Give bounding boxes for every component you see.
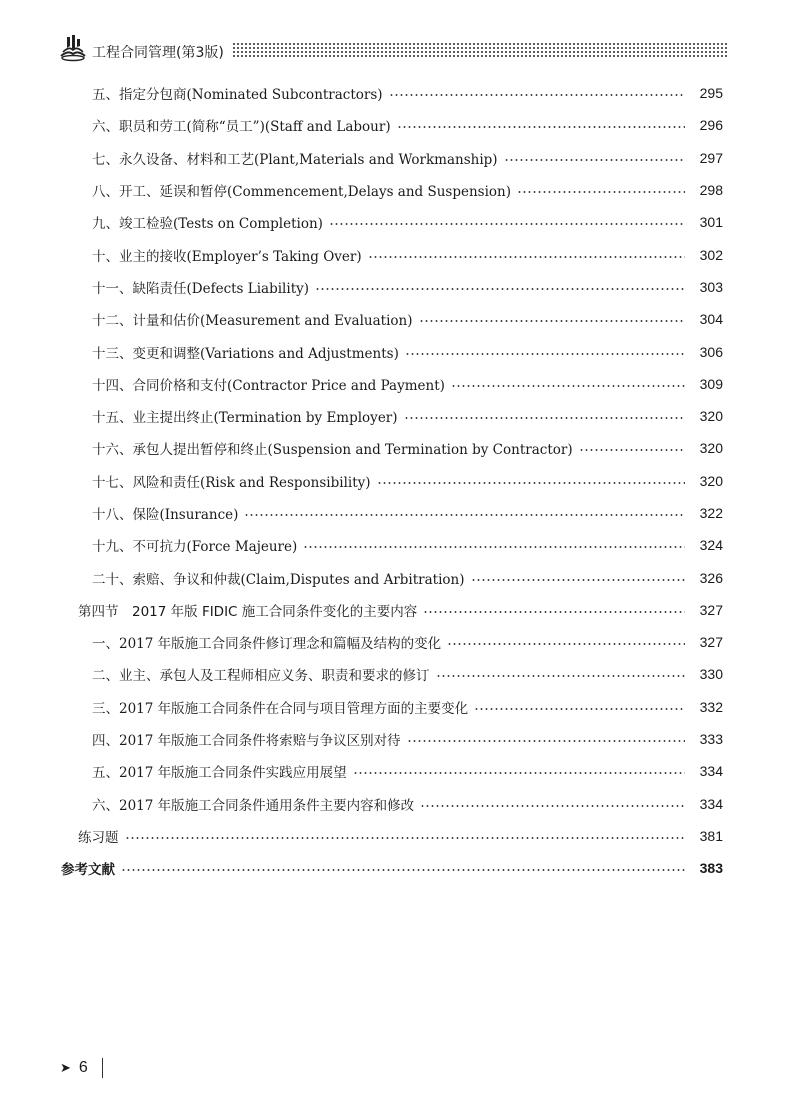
toc-entry-title: 十五、业主提出终止(Termination by Employer) xyxy=(92,410,398,427)
toc-entry[interactable] xyxy=(0,238,790,270)
toc-entry-page: 334 xyxy=(699,763,723,780)
toc-entry-title: 参考文献 xyxy=(61,862,115,879)
toc-entry-page: 334 xyxy=(699,795,723,812)
toc-entry-page: 327 xyxy=(699,634,723,651)
toc-entry-page: 383 xyxy=(699,860,723,877)
toc-entry[interactable] xyxy=(0,755,790,787)
toc-entry[interactable] xyxy=(0,142,790,174)
toc-entry[interactable] xyxy=(0,561,790,593)
toc-dot-leader xyxy=(404,417,685,419)
toc-entry-page: 381 xyxy=(699,827,723,844)
toc-dot-leader xyxy=(517,191,685,193)
toc-entry-title: 十八、保险(Insurance) xyxy=(92,507,239,523)
toc-entry-page: 332 xyxy=(699,698,723,715)
toc-entry[interactable] xyxy=(0,497,790,529)
toc-entry[interactable] xyxy=(0,788,790,820)
toc-entry[interactable] xyxy=(0,368,790,400)
toc-entry-title: 九、竣工检验(Tests on Completion) xyxy=(92,216,323,233)
toc-entry-title: 十六、承包人提出暂停和终止(Suspension and Termination by Contractor) xyxy=(92,442,573,459)
toc-entry-title: 十二、计量和估价(Measurement and Evaluation) xyxy=(92,313,413,330)
toc-entry-page: 320 xyxy=(699,472,723,489)
table-of-contents xyxy=(0,77,790,884)
toc-entry-title: 十一、缺陷责任(Defects Liability) xyxy=(92,280,310,297)
toc-entry[interactable] xyxy=(0,529,790,561)
header-dot-pattern xyxy=(232,42,728,58)
toc-entry-page: 322 xyxy=(699,505,723,521)
running-header xyxy=(58,32,728,62)
toc-dot-leader xyxy=(377,482,685,484)
toc-entry[interactable] xyxy=(0,658,790,690)
toc-entry-title: 六、2017 年版施工合同条件通用条件主要内容和修改 xyxy=(92,797,415,814)
toc-entry-page: 301 xyxy=(699,214,723,231)
toc-entry-page: 333 xyxy=(699,731,723,748)
toc-entry[interactable] xyxy=(0,77,790,109)
footer-divider xyxy=(102,1058,104,1078)
toc-entry[interactable] xyxy=(0,852,790,884)
toc-dot-leader xyxy=(405,353,685,355)
toc-dot-leader xyxy=(368,256,685,258)
toc-dot-leader xyxy=(407,740,685,742)
toc-entry-title: 七、永久设备、材料和工艺(Plant,Materials and Workmanship) xyxy=(92,151,498,168)
toc-entry-title: 第四节 2017 年版 FIDIC 施工合同条件变化的主要内容 xyxy=(78,603,418,620)
toc-entry-page: 324 xyxy=(699,537,723,554)
toc-entry[interactable] xyxy=(0,691,790,723)
header-title: 工程合同管理(第3版) xyxy=(92,45,224,61)
toc-entry-page: 320 xyxy=(699,408,723,425)
toc-dot-leader xyxy=(329,223,685,225)
toc-entry[interactable] xyxy=(0,723,790,755)
toc-entry[interactable] xyxy=(0,335,790,367)
toc-entry-title: 三、2017 年版施工合同条件在合同与项目管理方面的主要变化 xyxy=(92,700,469,717)
toc-entry[interactable] xyxy=(0,303,790,335)
toc-entry[interactable] xyxy=(0,109,790,141)
toc-entry-title: 十九、不可抗力(Force Majeure) xyxy=(92,539,298,556)
toc-entry[interactable] xyxy=(0,594,790,626)
toc-entry-title: 五、指定分包商(Nominated Subcontractors) xyxy=(92,87,383,104)
toc-entry-title: 二十、索赔、争议和仲裁(Claim,Disputes and Arbitration) xyxy=(92,571,465,588)
toc-entry-page: 309 xyxy=(699,375,723,392)
page-arrow-icon: ➤ xyxy=(60,1060,71,1076)
page-number: 6 xyxy=(78,1059,88,1076)
toc-entry-title: 十三、变更和调整(Variations and Adjustments) xyxy=(92,345,399,362)
toc-entry[interactable] xyxy=(0,820,790,852)
toc-dot-leader xyxy=(397,126,685,128)
toc-dot-leader xyxy=(420,805,685,807)
toc-dot-leader xyxy=(303,546,685,548)
toc-dot-leader xyxy=(121,869,685,871)
toc-entry[interactable] xyxy=(0,432,790,464)
toc-dot-leader xyxy=(474,708,685,710)
toc-entry-title: 一、2017 年版施工合同条件修订理念和篇幅及结构的变化 xyxy=(92,636,442,653)
toc-dot-leader xyxy=(423,611,685,613)
toc-entry-page: 297 xyxy=(699,149,723,166)
toc-entry-title: 四、2017 年版施工合同条件将索赔与争议区别对待 xyxy=(92,733,401,750)
toc-entry[interactable] xyxy=(0,271,790,303)
toc-dot-leader xyxy=(471,579,685,581)
page-footer xyxy=(60,1057,103,1079)
toc-entry-page: 303 xyxy=(699,278,723,295)
toc-entry[interactable] xyxy=(0,400,790,432)
toc-entry-page: 330 xyxy=(699,666,723,683)
toc-entry-page: 302 xyxy=(699,246,723,263)
toc-entry-page: 326 xyxy=(699,569,723,586)
toc-entry-page: 296 xyxy=(699,117,723,134)
toc-entry-title: 六、职员和劳工(简称“员工”)(Staff and Labour) xyxy=(92,119,391,136)
toc-entry-title: 十、业主的接收(Employer’s Taking Over) xyxy=(92,248,362,265)
toc-entry-title: 十四、合同价格和支付(Contractor Price and Payment) xyxy=(92,377,445,394)
toc-dot-leader xyxy=(389,94,685,96)
toc-dot-leader xyxy=(451,385,685,387)
toc-dot-leader xyxy=(125,837,686,839)
toc-entry-title: 五、2017 年版施工合同条件实践应用展望 xyxy=(92,765,347,782)
toc-entry-page: 295 xyxy=(699,85,723,102)
book-logo-icon xyxy=(58,32,88,62)
toc-entry-page: 304 xyxy=(699,311,723,328)
toc-entry[interactable] xyxy=(0,465,790,497)
toc-dot-leader xyxy=(315,288,685,290)
toc-entry-page: 306 xyxy=(699,343,723,360)
toc-entry[interactable] xyxy=(0,626,790,658)
toc-dot-leader xyxy=(436,675,686,677)
toc-entry-title: 八、开工、延误和暂停(Commencement,Delays and Suspension) xyxy=(92,184,511,201)
toc-dot-leader xyxy=(353,772,685,774)
toc-entry-title: 练习题 xyxy=(78,829,119,846)
toc-entry-title: 十七、风险和责任(Risk and Responsibility) xyxy=(92,474,371,491)
toc-dot-leader xyxy=(579,449,685,451)
toc-entry-page: 320 xyxy=(699,440,723,457)
toc-dot-leader xyxy=(447,643,685,645)
toc-entry-page: 298 xyxy=(699,182,723,199)
toc-dot-leader xyxy=(504,159,685,161)
toc-entry[interactable] xyxy=(0,174,790,206)
toc-dot-leader xyxy=(244,514,685,516)
toc-dot-leader xyxy=(419,320,686,322)
toc-entry[interactable] xyxy=(0,206,790,238)
toc-entry-title: 二、业主、承包人及工程师相应义务、职责和要求的修订 xyxy=(92,668,430,685)
toc-entry-page: 327 xyxy=(699,601,723,618)
